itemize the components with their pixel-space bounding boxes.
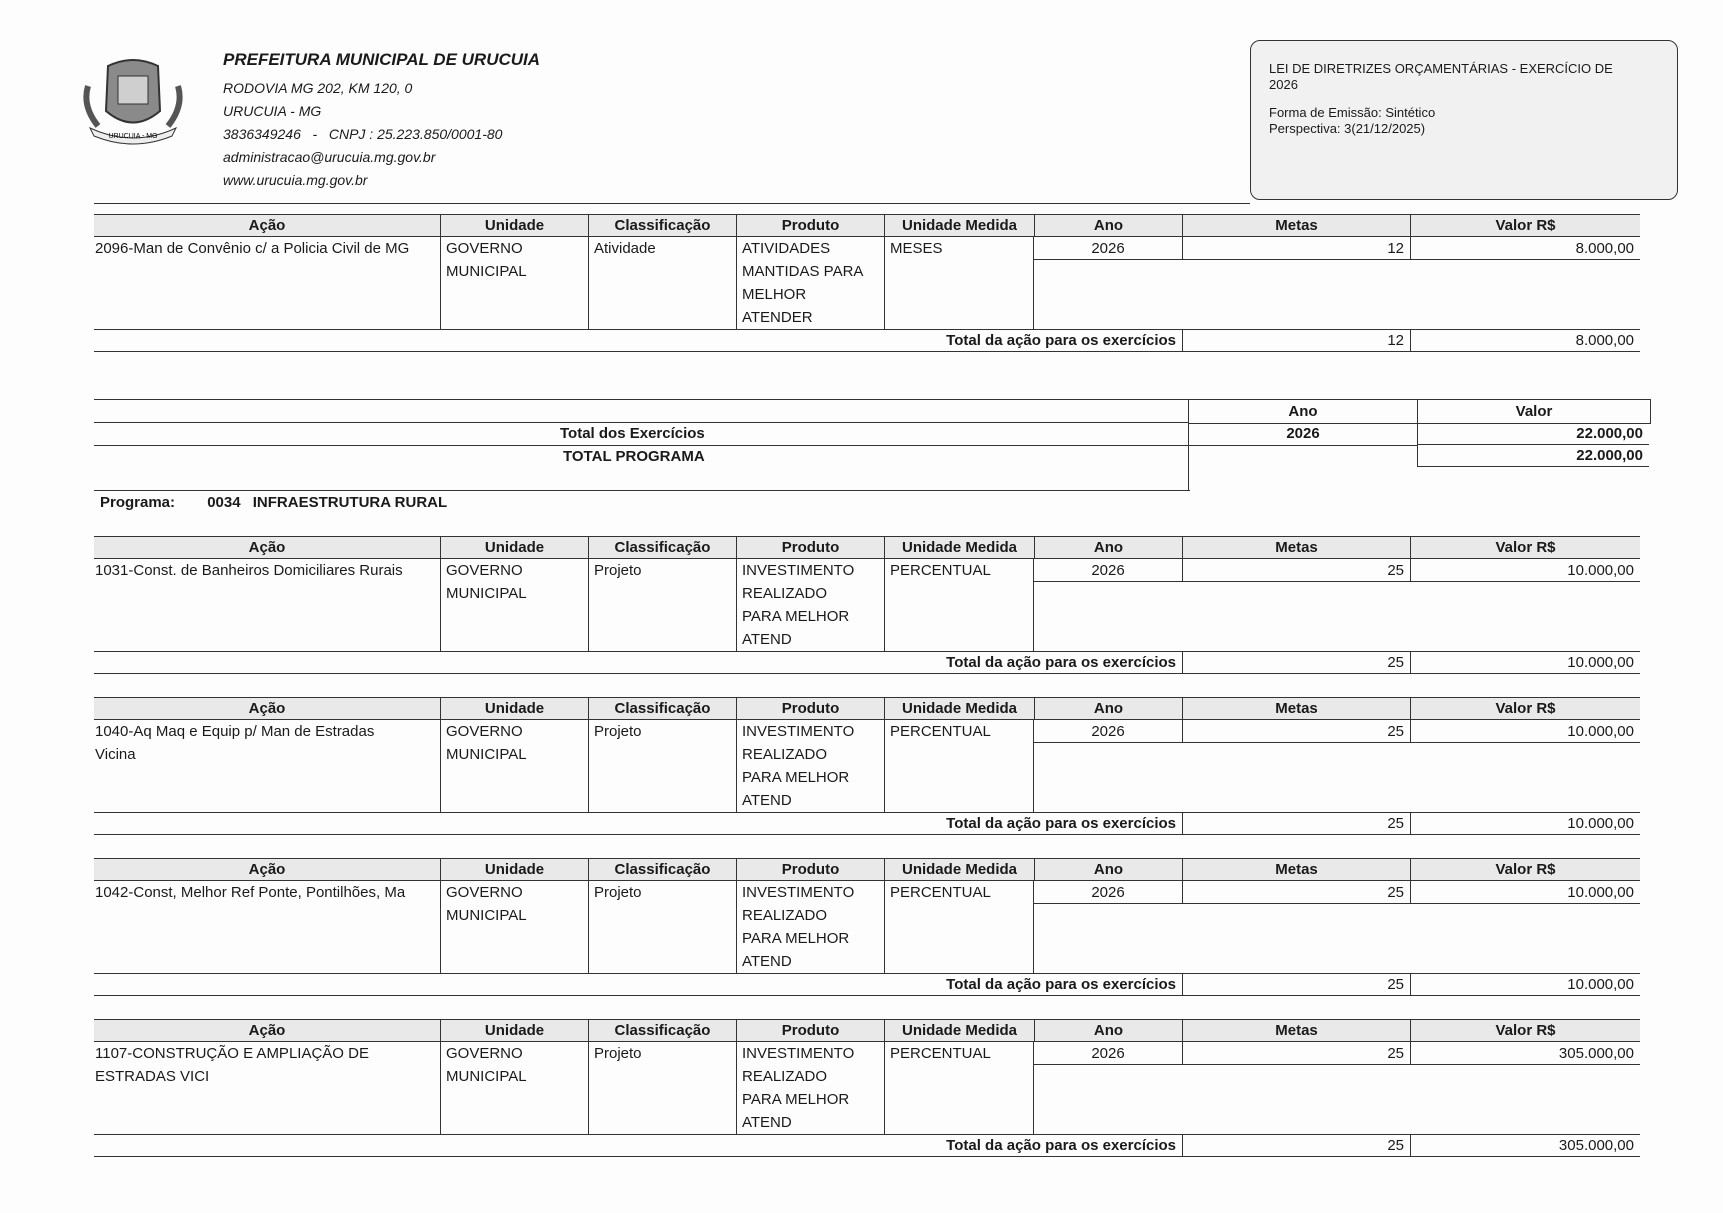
cell-unidade [440,1042,588,1134]
cell-unidade [440,881,588,973]
total-label: Total da ação para os exercícios [946,1137,1176,1154]
metas-value: 25 [1387,1045,1404,1062]
ano-value: 2026 [1091,240,1125,257]
cell-produto [736,559,884,651]
programa-name: INFRAESTRUTURA RURAL [252,494,448,511]
cell-metas [1182,720,1410,743]
cell-metas [1182,559,1410,582]
col-header-ano: Ano [1034,1019,1182,1042]
unidade-line: MUNICIPAL [446,907,527,924]
unidade-line: MUNICIPAL [446,746,527,763]
col-header-produto: Produto [736,858,884,881]
cell-unidade-medida [884,237,1034,329]
cell-classificacao [588,720,736,812]
summary-header-valor: Valor [1417,399,1651,424]
total-valor-value: 305.000,00 [1558,1137,1634,1154]
total-programa-label: TOTAL PROGRAMA [563,448,705,465]
col-header-unidade: Unidade [440,536,588,559]
total-metas-value: 25 [1387,815,1404,832]
produto-line: ATEND [742,792,792,809]
col-header-produto: Produto [736,214,884,237]
unidade-line: GOVERNO [446,1045,523,1062]
col-header-classificacao: Classificação [588,858,736,881]
total-valor [1410,973,1640,996]
col-header-metas: Metas [1182,858,1410,881]
cell-acao [94,720,440,812]
cell-unidade [440,237,588,329]
total-metas-value: 12 [1387,332,1404,349]
total-valor [1410,1134,1640,1157]
unidade-line: GOVERNO [446,562,523,579]
programa-heading [100,494,447,511]
document-info-box [1250,40,1678,200]
unidade-line: GOVERNO [446,240,523,257]
doc-year: 2026 [1269,77,1298,92]
produto-line: INVESTIMENTO [742,562,855,579]
ano-value: 2026 [1091,723,1125,740]
cell-acao [94,1042,440,1134]
col-header-unidade-medida: Unidade Medida [884,536,1034,559]
produto-line: PARA MELHOR [742,769,850,786]
org-email: administracao@urucuia.mg.gov.br [223,149,436,165]
acao-line: 1040-Aq Maq e Equip p/ Man de Estradas [95,723,375,740]
col-header-valor: Valor R$ [1410,697,1640,720]
unidade-medida-value: MESES [890,240,943,257]
org-website: www.urucuia.mg.gov.br [223,172,368,188]
total-metas-value: 25 [1387,976,1404,993]
acao-line: 1042-Const, Melhor Ref Ponte, Pontilhões, Ma [95,884,406,901]
summary-table [1188,399,1651,467]
col-header-classificacao: Classificação [588,1019,736,1042]
summary-row-divider [94,422,1188,423]
col-header-ano: Ano [1034,536,1182,559]
cell-metas [1182,237,1410,260]
cell-produto [736,237,884,329]
org-city: URUCUIA - MG [223,103,322,119]
col-header-acao: Ação [248,1022,286,1039]
col-header-classificacao: Classificação [588,536,736,559]
ano-value: 2026 [1091,1045,1125,1062]
col-header-acao: Ação [248,539,286,556]
total-valor-value: 8.000,00 [1575,332,1634,349]
doc-title: LEI DE DIRETRIZES ORÇAMENTÁRIAS - EXERCÍCIO DE [1269,61,1613,76]
summary-border [1188,467,1189,490]
col-header-metas: Metas [1182,536,1410,559]
total-label: Total da ação para os exercícios [946,815,1176,832]
summary-programa-valor: 22.000,00 [1417,445,1649,467]
perspective: Perspectiva: 3(21/12/2025) [1269,121,1426,136]
produto-line: PARA MELHOR [742,1091,850,1108]
cell-ano [1034,881,1182,904]
cell-valor [1410,720,1640,743]
ano-value: 2026 [1091,884,1125,901]
produto-line: REALIZADO [742,1068,828,1085]
col-header-ano: Ano [1034,214,1182,237]
produto-line: ATENDER [742,309,813,326]
cell-valor [1410,1042,1640,1065]
valor-value: 305.000,00 [1558,1045,1634,1062]
total-valor-value: 10.000,00 [1567,815,1634,832]
programa-label: Programa: [100,494,176,511]
acao-line: 1031-Const. de Banheiros Domiciliares Rurais [95,562,403,579]
col-header-produto: Produto [736,697,884,720]
unidade-line: MUNICIPAL [446,1068,527,1085]
col-header-metas: Metas [1182,697,1410,720]
total-valor [1410,329,1640,352]
programa-code: 0034 [207,494,241,511]
metas-value: 25 [1387,884,1404,901]
col-header-produto: Produto [736,536,884,559]
cell-unidade [440,559,588,651]
col-header-unidade-medida: Unidade Medida [884,1019,1034,1042]
cell-unidade-medida [884,720,1034,812]
valor-value: 8.000,00 [1575,240,1634,257]
produto-line: INVESTIMENTO [742,723,855,740]
total-metas [1182,651,1410,674]
unidade-medida-value: PERCENTUAL [890,562,991,579]
svg-text:URUCUIA - MG: URUCUIA - MG [108,133,158,140]
summary-divider [94,399,1188,400]
cell-classificacao [588,1042,736,1134]
cell-produto [736,1042,884,1134]
unidade-line: MUNICIPAL [446,585,527,602]
metas-value: 25 [1387,562,1404,579]
produto-line: REALIZADO [742,746,828,763]
col-header-unidade: Unidade [440,1019,588,1042]
classificacao-value: Projeto [594,884,642,901]
produto-line: ATEND [742,1114,792,1131]
col-header-classificacao: Classificação [588,214,736,237]
summary-total-valor: 22.000,00 [1417,422,1649,445]
col-header-ano: Ano [1034,697,1182,720]
classificacao-value: Projeto [594,562,642,579]
total-metas [1182,812,1410,835]
cell-ano [1034,1042,1182,1065]
total-valor [1410,812,1640,835]
cell-metas [1182,1042,1410,1065]
col-header-valor: Valor R$ [1410,858,1640,881]
cell-classificacao [588,881,736,973]
cell-ano [1034,720,1182,743]
cell-unidade-medida [884,559,1034,651]
col-header-valor: Valor R$ [1410,536,1640,559]
summary-bottom-divider [94,490,1190,491]
col-header-metas: Metas [1182,214,1410,237]
total-label: Total da ação para os exercícios [946,654,1176,671]
valor-value: 10.000,00 [1567,562,1634,579]
produto-line: REALIZADO [742,907,828,924]
header-divider [94,203,1250,204]
produto-line: INVESTIMENTO [742,884,855,901]
col-header-classificacao: Classificação [588,697,736,720]
emission-type: Forma de Emissão: Sintético [1269,105,1436,120]
produto-line: ATIVIDADES [742,240,831,257]
cell-ano [1034,237,1182,260]
produto-line: INVESTIMENTO [742,1045,855,1062]
cell-unidade-medida [884,1042,1034,1134]
cell-acao [94,237,440,329]
cell-unidade-medida [884,881,1034,973]
total-valor-value: 10.000,00 [1567,976,1634,993]
total-label: Total da ação para os exercícios [946,332,1176,349]
produto-line: PARA MELHOR [742,930,850,947]
produto-line: MANTIDAS PARA [742,263,864,280]
cell-produto [736,720,884,812]
cell-classificacao [588,559,736,651]
summary-row-divider [94,445,1188,446]
cell-produto [736,881,884,973]
municipal-coat-of-arms-icon [78,56,188,146]
produto-line: ATEND [742,631,792,648]
metas-value: 25 [1387,723,1404,740]
produto-line: PARA MELHOR [742,608,850,625]
produto-line: REALIZADO [742,585,828,602]
col-header-unidade: Unidade [440,697,588,720]
total-metas [1182,1134,1410,1157]
ano-value: 2026 [1091,562,1125,579]
unidade-line: MUNICIPAL [446,263,527,280]
classificacao-value: Projeto [594,1045,642,1062]
produto-line: ATEND [742,953,792,970]
valor-value: 10.000,00 [1567,884,1634,901]
col-header-unidade-medida: Unidade Medida [884,858,1034,881]
total-valor [1410,651,1640,674]
col-header-ano: Ano [1034,858,1182,881]
acao-line: 1107-CONSTRUÇÃO E AMPLIAÇÃO DE [95,1045,369,1062]
total-metas-value: 25 [1387,1137,1404,1154]
acao-line: Vicina [95,746,136,763]
org-address: RODOVIA MG 202, KM 120, 0 [223,80,413,96]
org-name: PREFEITURA MUNICIPAL DE URUCUIA [223,50,541,69]
col-header-produto: Produto [736,1019,884,1042]
summary-header-ano: Ano [1189,399,1417,424]
col-header-unidade: Unidade [440,858,588,881]
unidade-medida-value: PERCENTUAL [890,884,991,901]
unidade-line: GOVERNO [446,723,523,740]
col-header-acao: Ação [248,217,286,234]
classificacao-value: Atividade [594,240,656,257]
cell-acao [94,559,440,651]
cell-ano [1034,559,1182,582]
col-header-valor: Valor R$ [1410,1019,1640,1042]
col-header-metas: Metas [1182,1019,1410,1042]
org-phone-cnpj: 3836349246 - CNPJ : 25.223.850/0001-80 [223,126,503,142]
total-metas-value: 25 [1387,654,1404,671]
unidade-medida-value: PERCENTUAL [890,1045,991,1062]
unidade-medida-value: PERCENTUAL [890,723,991,740]
cell-classificacao [588,237,736,329]
produto-line: MELHOR [742,286,807,303]
cell-valor [1410,881,1640,904]
total-metas [1182,329,1410,352]
col-header-unidade-medida: Unidade Medida [884,214,1034,237]
valor-value: 10.000,00 [1567,723,1634,740]
total-label: Total da ação para os exercícios [946,976,1176,993]
cell-acao [94,881,440,973]
unidade-line: GOVERNO [446,884,523,901]
cell-unidade [440,720,588,812]
cell-valor [1410,559,1640,582]
metas-value: 12 [1387,240,1404,257]
col-header-acao: Ação [248,861,286,878]
col-header-acao: Ação [248,700,286,717]
acao-line: 2096-Man de Convênio c/ a Policia Civil de MG [95,240,410,257]
col-header-unidade: Unidade [440,214,588,237]
cell-metas [1182,881,1410,904]
col-header-valor: Valor R$ [1410,214,1640,237]
total-valor-value: 10.000,00 [1567,654,1634,671]
total-exercicios-label: Total dos Exercícios [560,425,705,442]
total-metas [1182,973,1410,996]
col-header-unidade-medida: Unidade Medida [884,697,1034,720]
summary-total-ano: 2026 [1189,422,1417,446]
classificacao-value: Projeto [594,723,642,740]
acao-line: ESTRADAS VICI [95,1068,210,1085]
cell-valor [1410,237,1640,260]
